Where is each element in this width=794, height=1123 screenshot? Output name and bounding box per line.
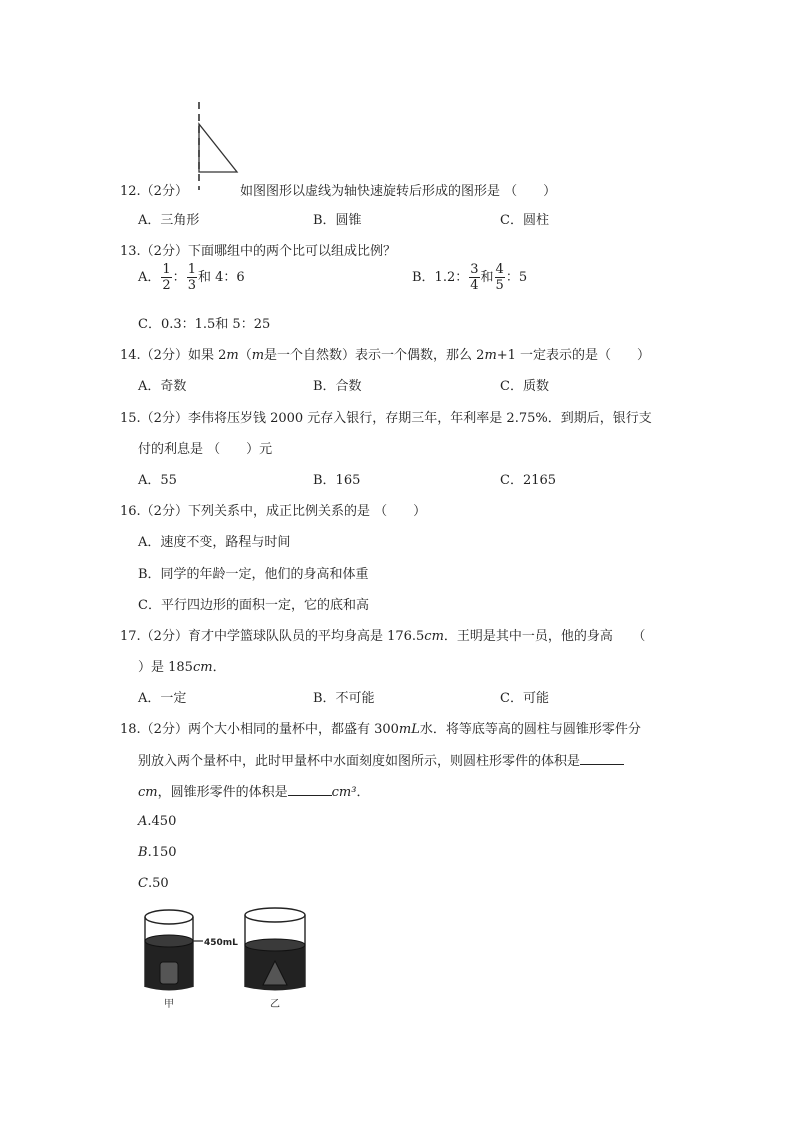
q17-option-a: A．一定 xyxy=(138,691,187,706)
q12-option-b: B．圆锥 xyxy=(313,213,362,228)
q13-option-b: B．1.2： $\frac{3}{4}$ 和 $\frac{4}{5}$ ：5 xyxy=(412,262,528,293)
cup-yi xyxy=(245,908,305,1010)
q14-option-b: B．合数 xyxy=(313,379,362,394)
q18-stem-line1: 18.（2分）两个大小相同的量杯中，都盛有 300mL水．将等底等高的圆柱与圆锥形零件分 xyxy=(120,722,641,737)
q18-option-b: B.150 xyxy=(138,845,177,860)
q13-option-a: A． $\frac{1}{2}$ ： $\frac{1}{3}$ 和 4：6 xyxy=(138,262,245,293)
q17-stem-line1: 17.（2分）育才中学篮球队队员的平均身高是 176.5cm．王明是其中一员，他的身高 （ xyxy=(120,629,646,644)
q16-option-b: B．同学的年龄一定，他们的身高和体重 xyxy=(138,567,369,582)
cup-yi-water-surface xyxy=(245,939,305,951)
q15-stem-line1: 15.（2分）李伟将压岁钱 2000 元存入银行，存期三年，年利率是 2.75%．到期后，银行支 xyxy=(120,411,652,426)
q18-stem-line3: cm，圆锥形零件的体积是 cm³． xyxy=(138,785,370,800)
rotation-triangle-figure xyxy=(190,100,246,192)
q14-option-c: C．质数 xyxy=(500,379,549,394)
q12-option-c: C．圆柱 xyxy=(500,213,549,228)
fraction-one-third: $\frac{1}{3}$ xyxy=(187,262,196,293)
q16-option-a: A．速度不变，路程与时间 xyxy=(138,535,291,550)
q13-option-c: C．0.3：1.5和 5：25 xyxy=(138,317,271,332)
q15-option-b: B．165 xyxy=(313,473,361,488)
q17-stem-line2: ）是 185cm． xyxy=(138,660,226,675)
q15-stem-line2: 付的利息是 （ ）元 xyxy=(138,442,273,457)
q12-text: 如图图形以虚线为轴快速旋转后形成的图形是 （ ） xyxy=(239,184,557,199)
cylinder-part xyxy=(160,962,178,984)
right-triangle xyxy=(199,124,237,172)
q16-stem: 16.（2分）下列关系中，成正比例关系的是 （ ） xyxy=(120,504,427,519)
q12-number: 12.（2分） xyxy=(120,184,188,199)
cup-jia-water-surface xyxy=(145,935,193,947)
answer-blank-2[interactable] xyxy=(288,783,332,796)
q16-option-c: C．平行四边形的面积一定，它的底和高 xyxy=(138,598,369,613)
q13-stem: 13.（2分）下面哪组中的两个比可以组成比例？ xyxy=(120,244,396,259)
q12-option-a: A．三角形 xyxy=(138,213,200,228)
fraction-three-fourths: $\frac{3}{4}$ xyxy=(470,262,479,293)
q17-option-c: C．可能 xyxy=(500,691,549,706)
fraction-four-fifths: $\frac{4}{5}$ xyxy=(495,262,504,293)
level-mark-450ml: 450mL xyxy=(204,938,238,948)
q17-option-b: B．不可能 xyxy=(313,691,375,706)
measuring-cups-figure xyxy=(135,905,315,1015)
cup-yi-rim xyxy=(245,908,305,922)
q18-stem-line2: 别放入两个量杯中，此时甲量杯中水面刻度如图所示，则圆柱形零件的体积是 xyxy=(138,750,624,769)
q18-option-c: C.50 xyxy=(138,876,169,891)
q12-stem xyxy=(120,180,556,199)
label-yi: 乙 xyxy=(270,999,280,1010)
q14-stem: 14.（2分）如果 2m（m是一个自然数）表示一个偶数，那么 2m+1 一定表示的是（ ） xyxy=(120,348,651,363)
fraction-one-half: $\frac{1}{2}$ xyxy=(162,262,171,293)
q14-option-a: A．奇数 xyxy=(138,379,187,394)
cup-jia-rim xyxy=(145,910,193,924)
q18-option-a: A.450 xyxy=(138,814,177,829)
label-jia: 甲 xyxy=(164,999,174,1010)
cup-jia xyxy=(145,910,238,1010)
answer-blank-1[interactable] xyxy=(580,752,624,765)
q15-option-c: C．2165 xyxy=(500,473,557,488)
q15-option-a: A．55 xyxy=(138,473,177,488)
